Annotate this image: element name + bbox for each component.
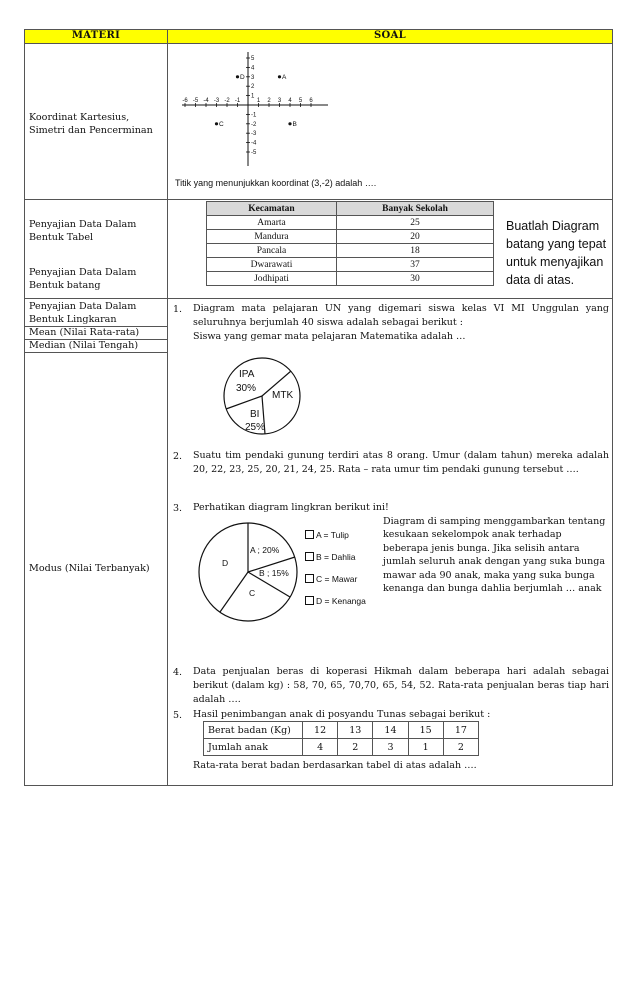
- table-row: [207, 272, 494, 286]
- y-tick-label: -2: [251, 121, 257, 128]
- materi-lingkaran: Penyajian Data Dalam Bentuk Lingkaran: [29, 301, 137, 325]
- table-cell: 1: [408, 739, 443, 756]
- coordinate-plane: [178, 50, 338, 174]
- weight-table: [203, 721, 479, 756]
- header-soal: SOAL: [167, 29, 613, 44]
- y-tick-label: 3: [251, 74, 255, 81]
- legend-swatch: [305, 552, 314, 561]
- legend-item: [305, 596, 366, 618]
- q5-text: Hasil penimbangan anak di posyandu Tunas sebagai berikut :: [193, 709, 491, 720]
- q1-number: 1.: [173, 304, 183, 315]
- pie-label-ipa-pct: 30%: [236, 383, 257, 394]
- table-cell: Amarta: [207, 216, 337, 230]
- table-cell: 3: [373, 739, 408, 756]
- x-tick-label: -6: [182, 98, 188, 104]
- y-tick-label: 5: [251, 56, 255, 62]
- kecamatan-table: [206, 201, 494, 286]
- pie-label-c: C: [249, 588, 256, 598]
- table-cell: 2: [443, 739, 478, 756]
- q1-subtext: Siswa yang gemar mata pelajaran Matematika adalah …: [193, 331, 466, 342]
- table-cell: 17: [443, 722, 478, 739]
- x-tick-label: -1: [234, 98, 241, 104]
- bar-instruction: Buatlah Diagram batang yang tepat untuk menyajikan data di atas.: [506, 219, 607, 287]
- table-cell: Dwarawati: [207, 258, 337, 272]
- pie-legend: [305, 530, 366, 618]
- point-b: [288, 122, 291, 125]
- table-cell: 37: [337, 258, 494, 272]
- point-a: [278, 75, 281, 78]
- legend-swatch: [305, 596, 314, 605]
- y-tick-label: -1: [251, 112, 257, 119]
- table-header: Kecamatan: [207, 202, 337, 216]
- pie-label-b: B ; 15%: [259, 568, 289, 578]
- point-c: [215, 122, 218, 125]
- y-tick-label: 2: [251, 84, 255, 91]
- q4-text: Data penjualan beras di koperasi Hikmah dalam beberapa hari adalah sebagai berikut (dalam kg) : 58, 70, 65, 70,70, 65, 54, 52. Rata-rata penjualan beras tiap hari adalah ….: [193, 666, 609, 705]
- pie-label-mtk: MTK: [272, 390, 294, 401]
- table-cell: 2: [338, 739, 373, 756]
- y-tick-label: 1: [251, 93, 255, 100]
- materi-batang: Penyajian Data Dalam Bentuk batang: [29, 267, 137, 291]
- pie-label-ipa: IPA: [239, 369, 255, 380]
- table-header-row: [207, 202, 494, 216]
- legend-item: [305, 574, 366, 596]
- table-cell: 13: [338, 722, 373, 739]
- x-tick-label: 1: [256, 98, 261, 104]
- table-row: [204, 722, 479, 739]
- q3-text: Perhatikan diagram lingkran berikut ini!: [193, 502, 389, 513]
- q3-number: 3.: [173, 503, 183, 514]
- point-label: B: [292, 120, 297, 128]
- table-cell: Berat badan (Kg): [204, 722, 303, 739]
- table-row: [204, 739, 479, 756]
- x-tick-label: -3: [213, 98, 220, 104]
- pie-label-a: A ; 20%: [250, 545, 280, 555]
- legend-swatch: [305, 574, 314, 583]
- legend-item: [305, 552, 366, 574]
- legend-swatch: [305, 530, 314, 539]
- x-tick-label: 3: [277, 98, 282, 104]
- legend-label: C = Mawar: [316, 574, 358, 584]
- q2-text: Suatu tim pendaki gunung terdiri atas 8 orang. Umur (dalam tahun) mereka adalah 20, 22, 23, 25, 20, 21, 24, 25. Rata – rata umur tim pendaki gunung tersebut ….: [193, 450, 609, 475]
- table-header: Banyak Sekolah: [337, 202, 494, 216]
- q2-number: 2.: [173, 451, 183, 462]
- pie-label-bi: BI: [250, 409, 260, 420]
- coordinate-question: Titik yang menunjukkan koordinat (3,-2) adalah ….: [175, 178, 377, 188]
- pie-label-bi-pct: 25%: [245, 422, 266, 433]
- legend-label: D = Kenanga: [316, 596, 366, 606]
- materi-tabel: Penyajian Data Dalam Bentuk Tabel: [29, 219, 137, 243]
- table-cell: 25: [337, 216, 494, 230]
- x-tick-label: -5: [192, 98, 199, 104]
- q4-number: 4.: [173, 667, 183, 678]
- q5-after-text: Rata-rata berat badan berdasarkan tabel di atas adalah ….: [193, 760, 477, 771]
- y-tick-label: -5: [251, 150, 257, 156]
- x-tick-label: 5: [298, 98, 303, 104]
- legend-label: B = Dahlia: [316, 552, 356, 562]
- point-label: C: [219, 120, 224, 128]
- point-d: [236, 75, 239, 78]
- q3-side-text: Diagram di samping menggambarkan tentang kesukaan sekelompok anak terhadap beberapa jenis bunga. Jika selisih antara jumlah seluruh anak dengan yang suka bunga mawar ada 90 anak, maka yang suka bunga kenanga dan bunga dahlia berjumlah … anak: [383, 516, 606, 595]
- table-cell: 15: [408, 722, 443, 739]
- x-tick-label: -4: [203, 98, 209, 104]
- table-row: [207, 216, 494, 230]
- table-row: [207, 244, 494, 258]
- table-cell: 18: [337, 244, 494, 258]
- point-label: D: [240, 73, 245, 81]
- header-materi: MATERI: [24, 29, 168, 44]
- y-tick-label: -3: [251, 131, 257, 138]
- table-cell: 30: [337, 272, 494, 286]
- x-tick-label: 4: [288, 98, 292, 104]
- q1-text: Diagram mata pelajaran UN yang digemari siswa kelas VI MI Unggulan yang seluruhnya berjumlah 40 siswa adalah sebagai berikut :: [193, 303, 609, 328]
- legend-label: A = Tulip: [316, 530, 349, 540]
- table-cell: 4: [303, 739, 338, 756]
- materi-koordinat: Koordinat Kartesius, Simetri dan Pencerminan: [29, 112, 153, 136]
- pie-label-d: D: [222, 558, 229, 568]
- table-cell: 14: [373, 722, 408, 739]
- q5-number: 5.: [173, 710, 183, 721]
- table-cell: 20: [337, 230, 494, 244]
- materi-mean: Mean (Nilai Rata-rata): [29, 327, 140, 338]
- x-tick-label: 2: [267, 98, 271, 104]
- x-tick-label: 6: [309, 98, 313, 104]
- table-row: [207, 258, 494, 272]
- table-cell: 12: [303, 722, 338, 739]
- y-tick-label: -4: [251, 140, 257, 147]
- x-tick-label: -2: [224, 98, 230, 104]
- materi-median: Median (Nilai Tengah): [29, 340, 139, 351]
- materi-modus: Modus (Nilai Terbanyak): [29, 563, 150, 574]
- table-cell: Mandura: [207, 230, 337, 244]
- table-cell: Jodhipati: [207, 272, 337, 286]
- table-cell: Pancala: [207, 244, 337, 258]
- y-tick-label: 4: [251, 65, 255, 72]
- point-label: A: [282, 73, 287, 81]
- table-row: [207, 230, 494, 244]
- table-cell: Jumlah anak: [204, 739, 303, 756]
- legend-item: [305, 530, 366, 552]
